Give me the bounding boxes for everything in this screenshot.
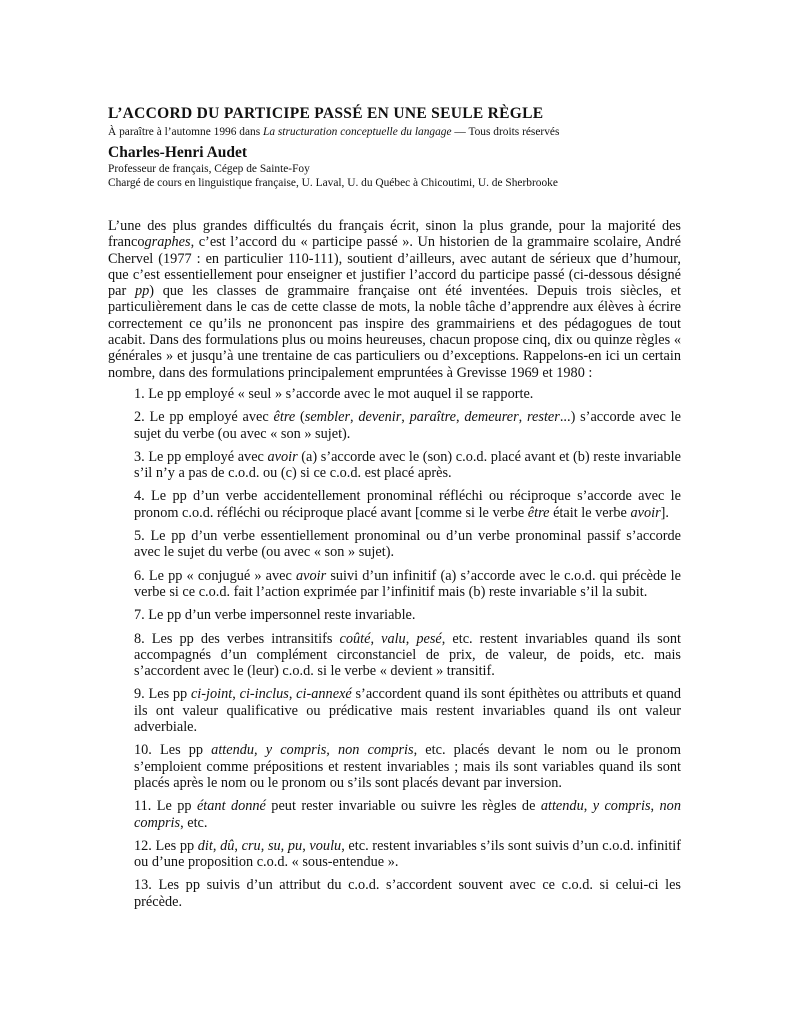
- italic-term: valu: [381, 630, 406, 647]
- text-run: ,: [232, 686, 240, 703]
- rule-item: [134, 631, 681, 680]
- publication-note-rights: — Tous droits réservés: [451, 126, 560, 138]
- italic-term: ci-joint: [190, 686, 233, 703]
- text-run: 1. Le pp employé « seul » s’accorde avec le mot auquel il se rapporte.: [134, 385, 534, 402]
- rule-item: [134, 798, 681, 831]
- italic-term: voulu: [309, 837, 342, 854]
- rule-item: [134, 742, 681, 791]
- italic-term: avoir: [267, 448, 298, 465]
- rule-item: [134, 568, 681, 601]
- text-run: , etc. restent invariables s’ils sont suivis d’un c.o.d. infinitif ou d’une proposition c.o.d. « sous-entendue ».: [134, 837, 681, 871]
- author-affiliation-2: Chargé de cours en linguistique française, U. Laval, U. du Québec à Chicoutimi, U. de Sherbrooke: [108, 177, 558, 189]
- italic-term: rester: [527, 409, 560, 426]
- rule-item: [134, 838, 681, 871]
- text-run: , c’est l’accord du « participe passé ». Un historien de la grammaire scolaire, André Chervel (1977 : en particulier 110-111), soutient d’ailleurs, avec autant de sérieux que d’humour, que c’est essentiellement pour enseigner et justifier l’accord du participe passé (ci-dessous désigné par: [108, 234, 681, 300]
- italic-term: non compris: [134, 798, 681, 831]
- rule-item: [134, 528, 681, 561]
- text-run: 7. Le pp d’un verbe impersonnel reste invariable.: [134, 607, 416, 624]
- text-run: ,: [288, 686, 297, 703]
- text-run: suivi d’un infinitif (a) s’accorde avec le c.o.d. qui précède le verbe si ce c.o.d. fait l’action exprimée par l’infinitif mais (b) reste invariable s’il la subit.: [134, 567, 681, 600]
- author-affiliation-1: Professeur de français, Cégep de Sainte-Foy: [108, 163, 310, 175]
- italic-term: demeurer: [464, 409, 519, 426]
- rules-list: [134, 386, 681, 910]
- italic-term: coûté: [339, 630, 371, 647]
- text-run: ,: [370, 630, 382, 647]
- text-run: 11. Le pp: [134, 798, 197, 815]
- italic-term: dit: [197, 837, 213, 854]
- rule-item: [134, 488, 681, 521]
- text-run: , etc. placés devant le nom ou le pronom s’emploient comme prépositions et restent invariables ; mais ils sont variables quand ils sont placés après le nom ou le pronom ou s’ils sont placés devant par inversion.: [134, 742, 681, 791]
- italic-term: pesé: [416, 630, 442, 647]
- text-run: 12. Les pp: [134, 837, 198, 854]
- publication-note-prefix: À paraître à l’automne 1996 dans: [108, 126, 263, 138]
- text-run: ,: [350, 409, 359, 426]
- text-run: était le verbe: [549, 504, 631, 521]
- italic-term: sembler: [304, 409, 351, 426]
- italic-term: avoir: [296, 567, 327, 584]
- text-run: ) que les classes de grammaire française ont été inventées. Depuis trois siècles, et particulièrement dans le cas de cette classe de mots, la noble tâche d’apprendre aux élèves à écrire correctement ce qu’ils ne prononcent pas inspire des grammairiens et des pédagogues de tout acabit. Dans des formulations plus ou moins heureuses, chacun propose cinq, dix ou quinze règles « générales » et jusqu’à une trentaine de cas particuliers ou d’exceptions. Rappelons-en ici un certain nombre, dans des formulations principalement empruntées à Grevisse 1969 et 1980 :: [108, 283, 681, 381]
- text-run: ,: [302, 837, 310, 854]
- text-run: , etc.: [180, 814, 208, 831]
- italic-term: ci-inclus: [239, 686, 289, 703]
- italic-term: paraître: [409, 409, 456, 426]
- text-run: (: [295, 409, 305, 426]
- rule-item: [134, 686, 681, 735]
- text-run: 4. Le pp d’un verbe accidentellement pronominal réfléchi ou réciproque s’accorde avec le pronom c.o.d. réfléchi ou réciproque placé avant [comme si le verbe: [134, 488, 681, 521]
- italic-term: pp: [134, 283, 150, 300]
- rule-item: [134, 877, 681, 910]
- text-run: ,: [280, 837, 288, 854]
- italic-term: attendu, y compris, non compris: [211, 742, 414, 759]
- text-run: 8. Les pp des verbes intransitifs: [134, 630, 340, 647]
- italic-term: dû: [220, 837, 235, 854]
- publication-book-title: La structuration conceptuelle du langage: [263, 126, 452, 138]
- italic-term: y compris: [592, 798, 651, 815]
- article-body: [108, 218, 681, 910]
- text-run: 5. Le pp d’un verbe essentiellement pronominal ou d’un verbe pronominal passif s’accorde avec le sujet du verbe (ou avec « son » sujet).: [134, 528, 681, 561]
- text-run: ,: [260, 837, 268, 854]
- intro-paragraph: [108, 218, 681, 381]
- rule-item: [134, 386, 681, 402]
- text-run: ,: [401, 409, 410, 426]
- author-name: Charles-Henri Audet: [108, 144, 248, 161]
- text-run: 9. Les pp: [134, 686, 191, 703]
- text-run: ,: [518, 409, 528, 426]
- rule-item: [134, 449, 681, 482]
- text-run: ,: [405, 630, 417, 647]
- rule-item: [134, 607, 681, 623]
- text-run: 2. Le pp employé avec: [134, 409, 274, 426]
- document-page: [108, 105, 681, 917]
- italic-term: attendu: [540, 798, 584, 815]
- italic-term: graphes: [144, 234, 191, 251]
- text-run: 6. Le pp « conjugué » avec: [134, 567, 296, 584]
- text-run: ...) s’accorde avec le sujet du verbe (ou avec « son » sujet).: [134, 409, 681, 442]
- text-run: 13. Les pp suivis d’un attribut du c.o.d. s’accordent souvent avec ce c.o.d. si celui-ci les précède.: [134, 877, 681, 910]
- text-run: ,: [456, 409, 465, 426]
- italic-term: pu: [287, 837, 303, 854]
- text-run: L’une des plus grandes difficultés du français écrit, sinon la plus grande, pour la majorité des franco: [108, 218, 681, 251]
- text-run: 10. Les pp: [134, 742, 212, 759]
- rule-item: [134, 409, 681, 442]
- document-title: L’ACCORD DU PARTICIPE PASSÉ EN UNE SEULE RÈGLE: [108, 105, 544, 122]
- italic-term: étant donné: [196, 798, 266, 815]
- text-run: ,: [583, 798, 593, 815]
- text-run: , etc. restent invariables quand ils sont accompagnés d’un complément circonstanciel de prix, de valeur, de poids, etc. mais s’accordent avec le (leur) c.o.d. si le verbe « devient » transitif.: [134, 630, 681, 680]
- text-run: ,: [234, 837, 242, 854]
- italic-term: su: [267, 837, 281, 854]
- text-run: (a) s’accorde avec le (son) c.o.d. placé avant et (b) reste invariable s’il n’y a pas de c.o.d. ou (c) si ce c.o.d. est placé après.: [134, 448, 681, 482]
- italic-term: cru: [241, 837, 261, 854]
- italic-term: avoir: [630, 504, 661, 521]
- italic-term: devenir: [358, 409, 402, 426]
- italic-term: être: [273, 409, 296, 426]
- italic-term: être: [527, 504, 550, 521]
- text-run: 3. Le pp employé avec: [134, 448, 268, 465]
- text-run: s’accordent quand ils sont épithètes ou attributs et quand ils ont valeur qualificative ou prédicative mais restent invariables quand ils ont valeur adverbiale.: [134, 686, 681, 736]
- text-run: ,: [212, 837, 221, 854]
- publication-note: [108, 125, 681, 139]
- text-run: ].: [660, 504, 670, 521]
- text-run: ,: [650, 798, 660, 815]
- text-run: peut rester invariable ou suivre les règles de: [265, 798, 541, 815]
- italic-term: ci-annexé: [296, 686, 352, 703]
